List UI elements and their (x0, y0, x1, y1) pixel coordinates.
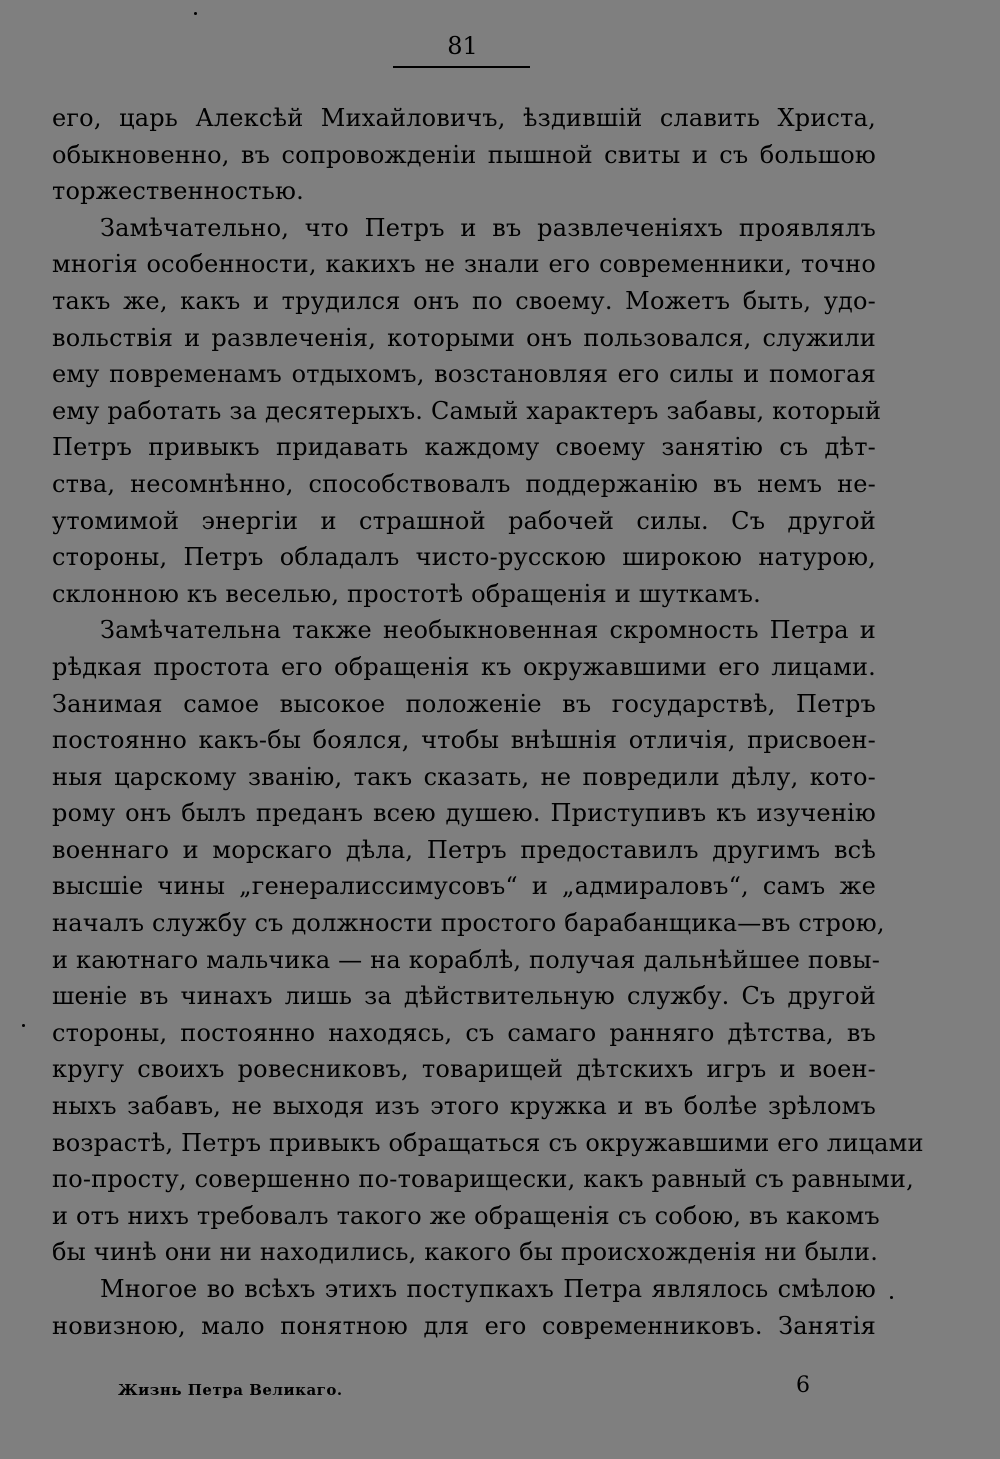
page-number-rule (393, 66, 530, 68)
text-line: шеніе въ чинахъ лишь за дѣйствительную службу. Съ другой (52, 982, 876, 1011)
text-line: началъ службу съ должности простого барабанщика—въ строю, (52, 909, 885, 938)
text-line: высшіе чины „генералиссимусовъ“ и „адмираловъ“, самъ же (52, 872, 876, 901)
text-line: бы чинѣ они ни находились, какого бы происхожденія ни были. (52, 1238, 879, 1267)
text-line: ства, несомнѣнно, способствовалъ поддержанію въ немъ не- (52, 469, 876, 498)
text-line: военнаго и морскаго дѣла, Петръ предоставилъ другимъ всѣ (52, 835, 876, 864)
text-line: ныя царскому званію, такъ сказать, не повредили дѣлу, кото- (52, 762, 876, 791)
paragraph-2 (52, 210, 882, 613)
text-line: обыкновенно, въ сопровожденіи пышной свиты и съ большою (52, 140, 876, 169)
text-line: Петръ привыкъ придавать каждому своему занятію съ дѣт- (52, 433, 876, 462)
body-text (52, 100, 924, 1344)
text-line: и каютнаго мальчика — на кораблѣ, получая дальнѣйшее повы- (52, 945, 880, 974)
paragraph-3 (52, 612, 924, 1271)
text-line: и отъ нихъ требовалъ такого же обращенія съ собою, въ какомъ (52, 1201, 880, 1230)
footer-book-title: Жизнь Петра Великаго. (118, 1381, 343, 1399)
text-line: утомимой энергіи и страшной рабочей силы. Съ другой (52, 506, 876, 535)
text-line: рѣдкая простота его обращенія къ окружавшими его лицами. (52, 652, 876, 681)
text-line: ему работать за десятерыхъ. Самый характеръ забавы, который (52, 396, 882, 425)
scan-speck (890, 1296, 893, 1299)
scan-speck (194, 12, 197, 15)
text-line: торжественностью. (52, 177, 304, 206)
page-number: 81 (447, 32, 478, 60)
text-line: Замѣчательно, что Петръ и въ развлеченіяхъ проявлялъ (100, 213, 876, 242)
text-line: Многое во всѣхъ этихъ поступкахъ Петра являлось смѣлою (100, 1275, 876, 1303)
text-line: многія особенности, какихъ не знали его современники, точно (52, 250, 876, 279)
scan-speck (22, 1024, 25, 1027)
text-line: кругу своихъ ровесниковъ, товарищей дѣтскихъ игръ и воен- (52, 1055, 876, 1084)
paragraph-1 (52, 100, 876, 210)
text-line: ныхъ забавъ, не выходя изъ этого кружка и въ болѣе зрѣломъ (52, 1092, 876, 1121)
text-line: постоянно какъ-бы боялся, чтобы внѣшнія отличія, присвоен- (52, 726, 876, 755)
paragraph-4 (52, 1271, 876, 1344)
text-line: новизною, мало понятною для его современниковъ. Занятія (52, 1311, 876, 1340)
text-line: ему повременамъ отдыхомъ, возстановляя его силы и помогая (52, 360, 876, 389)
text-line: Замѣчательна также необыкновенная скромность Петра и (100, 616, 876, 645)
text-line: рому онъ былъ преданъ всею душею. Приступивъ къ изученію (52, 799, 876, 828)
text-line: по-просту, совершенно по-товарищески, какъ равный съ равными, (52, 1165, 914, 1194)
text-line: возрастѣ, Петръ привыкъ обращаться съ окружавшими его лицами (52, 1128, 924, 1157)
text-line: вольствія и развлеченія, которыми онъ пользовался, служили (52, 323, 876, 352)
text-line: его, царь Алексѣй Михайловичъ, ѣздившій славить Христа, (52, 104, 876, 132)
text-line: стороны, Петръ обладалъ чисто-русскою широкою натурою, (52, 543, 876, 572)
text-line: такъ же, какъ и трудился онъ по своему. Можетъ быть, удо- (52, 286, 876, 315)
text-line: склонною къ веселью, простотѣ обращенія и шуткамъ. (52, 579, 761, 608)
signature-mark: 6 (796, 1373, 810, 1398)
text-line: стороны, постоянно находясь, съ самаго ранняго дѣтства, въ (52, 1018, 876, 1047)
text-line: Занимая самое высокое положеніе въ государствѣ, Петръ (52, 689, 876, 718)
